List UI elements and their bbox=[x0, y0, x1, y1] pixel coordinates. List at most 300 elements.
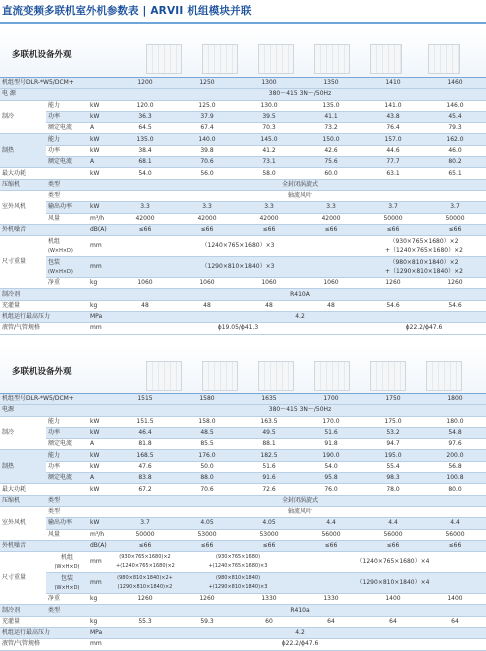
cell: 85.5 bbox=[176, 439, 238, 450]
row-label: 充灌量 bbox=[0, 616, 88, 627]
row-label: 类型 bbox=[46, 495, 88, 506]
unit-label: kW bbox=[88, 484, 114, 495]
cell: 1330 bbox=[300, 594, 362, 605]
cell: 50000 bbox=[424, 213, 486, 224]
cell: 50000 bbox=[114, 529, 176, 540]
unit-label: A bbox=[88, 157, 114, 168]
cell: 380～415 3N～/50Hz bbox=[114, 405, 486, 416]
cell: 4.4 bbox=[300, 518, 362, 529]
unit-label: kg bbox=[88, 594, 114, 605]
cell: 1060 bbox=[300, 278, 362, 289]
table-row bbox=[0, 439, 486, 450]
cell: 81.8 bbox=[114, 439, 176, 450]
model-cell: 1410 bbox=[362, 78, 424, 89]
cell: 3.7 bbox=[114, 518, 176, 529]
cell: 3.3 bbox=[300, 202, 362, 213]
row-label: 功率 bbox=[46, 111, 88, 122]
unit-image bbox=[426, 361, 462, 391]
cell: ≤66 bbox=[300, 224, 362, 235]
cell: ≤66 bbox=[300, 540, 362, 551]
table-row bbox=[0, 552, 486, 573]
cell: 182.5 bbox=[238, 450, 300, 461]
row-label: 机组运行最高压力 bbox=[0, 628, 88, 639]
table-row bbox=[0, 427, 486, 438]
row-label: 风量 bbox=[46, 213, 88, 224]
cell: 48 bbox=[176, 300, 238, 311]
unit-label: kW bbox=[88, 202, 114, 213]
row-label: 输出功率 bbox=[46, 518, 88, 529]
cell: 56000 bbox=[300, 529, 362, 540]
model-cell: 1300 bbox=[238, 78, 300, 89]
row-label: 能力 bbox=[46, 450, 88, 461]
cell: 100.8 bbox=[424, 473, 486, 484]
cell: 98.3 bbox=[362, 473, 424, 484]
unit-label: kW bbox=[88, 416, 114, 427]
cell: ≤66 bbox=[114, 540, 176, 551]
cell: 77.7 bbox=[362, 157, 424, 168]
cell: 48.5 bbox=[176, 427, 238, 438]
unit-label: kg bbox=[88, 300, 114, 311]
model-cell: 1350 bbox=[300, 78, 362, 89]
cell: 120.0 bbox=[114, 100, 176, 111]
table-row bbox=[0, 213, 486, 224]
cell: 163.5 bbox=[238, 416, 300, 427]
cell: +(1240×765×1680)×2 bbox=[116, 563, 175, 570]
row-sublabel: (W×H×D) bbox=[54, 584, 80, 591]
cell: 54.8 bbox=[424, 427, 486, 438]
row-label: 包装 bbox=[48, 258, 61, 266]
row-label: 制冷 bbox=[0, 416, 46, 450]
cell: +(1240×765×1680)×3 bbox=[208, 563, 268, 570]
cell: 54.6 bbox=[424, 300, 486, 311]
row-label: 机组 bbox=[48, 237, 61, 245]
cell: 1260 bbox=[424, 278, 486, 289]
table-row bbox=[0, 450, 486, 461]
section2-heading: 多联机设备外观 bbox=[12, 367, 72, 377]
cell: 48 bbox=[300, 300, 362, 311]
cell: 全封闭涡旋式 bbox=[114, 495, 486, 506]
cell: 146.0 bbox=[424, 100, 486, 111]
cell: ≤66 bbox=[362, 224, 424, 235]
table-row bbox=[0, 506, 486, 517]
cell: 83.8 bbox=[114, 473, 176, 484]
table-row bbox=[0, 224, 486, 235]
unit-image bbox=[202, 44, 238, 74]
cell: 53.2 bbox=[362, 427, 424, 438]
cell: 轴流风叶 bbox=[114, 506, 486, 517]
table-row bbox=[0, 605, 486, 616]
row-label: 额定电流 bbox=[46, 123, 88, 134]
cell: 1260 bbox=[362, 278, 424, 289]
cell: 94.7 bbox=[362, 439, 424, 450]
cell: ≤66 bbox=[424, 540, 486, 551]
cell: 80.2 bbox=[424, 157, 486, 168]
unit-label: m³/h bbox=[88, 213, 114, 224]
unit-label: kg bbox=[88, 278, 114, 289]
unit-label: kW bbox=[88, 145, 114, 156]
cell: 63.1 bbox=[362, 168, 424, 179]
cell: 42000 bbox=[114, 213, 176, 224]
model-label: 机组型号DLR-*W5/DCM+ bbox=[0, 394, 114, 405]
cell: 54.0 bbox=[300, 461, 362, 472]
cell: 380～415 3N～/50Hz bbox=[114, 89, 486, 100]
table-row bbox=[0, 190, 486, 201]
cell: 4.05 bbox=[176, 518, 238, 529]
cell: 56000 bbox=[424, 529, 486, 540]
row-label: 制冷剂 bbox=[0, 289, 114, 300]
cell: 73.2 bbox=[300, 123, 362, 134]
cell: 76.0 bbox=[300, 484, 362, 495]
cell: ≤66 bbox=[176, 224, 238, 235]
cell: 70.6 bbox=[176, 157, 238, 168]
unit-label: kW bbox=[88, 100, 114, 111]
cell: ≤66 bbox=[238, 540, 300, 551]
cell: 59.3 bbox=[176, 616, 238, 627]
cell: ϕ22.2/ϕ47.6 bbox=[362, 323, 486, 334]
unit-image bbox=[258, 44, 294, 74]
cell: 70.6 bbox=[176, 484, 238, 495]
table-row bbox=[0, 639, 486, 650]
table-row bbox=[0, 323, 486, 334]
table-row bbox=[0, 123, 486, 134]
cell: 3.3 bbox=[176, 202, 238, 213]
cell: 1060 bbox=[238, 278, 300, 289]
row-label: 压缩机 bbox=[0, 495, 46, 506]
unit-label: mm bbox=[88, 639, 114, 650]
model-cell: 1250 bbox=[176, 78, 238, 89]
cell: (980×810×1840)×2+ bbox=[117, 575, 173, 582]
cell: R410a bbox=[114, 605, 486, 616]
cell: 3.7 bbox=[424, 202, 486, 213]
cell: 180.0 bbox=[424, 416, 486, 427]
table-row bbox=[0, 473, 486, 484]
cell: 91.6 bbox=[238, 473, 300, 484]
cell: 190.0 bbox=[300, 450, 362, 461]
unit-label: kW bbox=[88, 461, 114, 472]
row-label: 制冷剂 bbox=[0, 605, 46, 616]
cell: 55.3 bbox=[114, 616, 176, 627]
cell: ≤66 bbox=[362, 540, 424, 551]
cell: 50000 bbox=[362, 213, 424, 224]
cell: 3.3 bbox=[114, 202, 176, 213]
table-row bbox=[0, 461, 486, 472]
cell: 67.4 bbox=[176, 123, 238, 134]
cell: 130.0 bbox=[238, 100, 300, 111]
cell: 37.9 bbox=[176, 111, 238, 122]
table-row bbox=[0, 168, 486, 179]
table-row bbox=[0, 394, 486, 405]
row-label: 最大功耗 bbox=[0, 484, 88, 495]
table-row bbox=[0, 89, 486, 100]
cell: 38.4 bbox=[114, 145, 176, 156]
cell: ϕ22.2/ϕ47.6 bbox=[114, 639, 486, 650]
cell: 175.0 bbox=[362, 416, 424, 427]
row-label: 能力 bbox=[46, 416, 88, 427]
cell: 162.0 bbox=[424, 134, 486, 145]
table-row bbox=[0, 157, 486, 168]
unit-label: MPa bbox=[88, 628, 114, 639]
cell: 170.0 bbox=[300, 416, 362, 427]
cell: 41.1 bbox=[300, 111, 362, 122]
table-row bbox=[0, 495, 486, 506]
cell: 64 bbox=[424, 616, 486, 627]
cell: 60 bbox=[238, 616, 300, 627]
cell: （1240×765×1680）×3 bbox=[114, 236, 362, 257]
unit-label: MPa bbox=[88, 312, 114, 323]
row-label: 输出功率 bbox=[46, 202, 88, 213]
cell: 47.6 bbox=[114, 461, 176, 472]
cell: 56.0 bbox=[176, 168, 238, 179]
cell: 1260 bbox=[176, 594, 238, 605]
row-label: 功率 bbox=[46, 427, 88, 438]
title-rule bbox=[0, 22, 486, 24]
cell: 79.3 bbox=[424, 123, 486, 134]
section1-heading: 多联机设备外观 bbox=[12, 50, 72, 60]
unit-image bbox=[146, 361, 182, 391]
cell: 1060 bbox=[114, 278, 176, 289]
cell: 4.2 bbox=[114, 312, 486, 323]
unit-label: mm bbox=[88, 552, 114, 573]
cell: 49.5 bbox=[238, 427, 300, 438]
cell: +(1290×810×1840)×3 bbox=[208, 584, 268, 591]
unit-image bbox=[146, 44, 182, 74]
table-row bbox=[0, 300, 486, 311]
cell: 39.8 bbox=[176, 145, 238, 156]
row-label: 外机噪音 bbox=[0, 224, 88, 235]
cell: 150.0 bbox=[300, 134, 362, 145]
table-row bbox=[0, 257, 486, 278]
row-label: 压缩机 bbox=[0, 179, 46, 190]
row-label: 风量 bbox=[46, 529, 88, 540]
table-row bbox=[0, 573, 486, 594]
cell: （980×810×1840）×2 bbox=[389, 259, 459, 267]
row-label: 制冷 bbox=[0, 100, 46, 134]
row-label: 电源 bbox=[0, 405, 114, 416]
row-label: 机组 bbox=[60, 553, 73, 561]
unit-label: kW bbox=[88, 134, 114, 145]
unit-label: kW bbox=[88, 518, 114, 529]
cell: 1400 bbox=[424, 594, 486, 605]
cell: ≤66 bbox=[424, 224, 486, 235]
table-row bbox=[0, 134, 486, 145]
row-label: 类型 bbox=[46, 605, 88, 616]
spec-table-2 bbox=[0, 393, 486, 651]
row-label: 净重 bbox=[46, 278, 88, 289]
cell: 56000 bbox=[362, 529, 424, 540]
cell: 176.0 bbox=[176, 450, 238, 461]
table-row bbox=[0, 78, 486, 89]
cell: 75.6 bbox=[300, 157, 362, 168]
cell: 125.0 bbox=[176, 100, 238, 111]
cell: 1400 bbox=[362, 594, 424, 605]
model-cell: 1200 bbox=[114, 78, 176, 89]
cell: 80.0 bbox=[424, 484, 486, 495]
cell: 全封闭涡旋式 bbox=[114, 179, 486, 190]
cell: 1260 bbox=[114, 594, 176, 605]
cell: 73.1 bbox=[238, 157, 300, 168]
cell: 4.4 bbox=[362, 518, 424, 529]
model-cell: 1515 bbox=[114, 394, 176, 405]
cell: 195.0 bbox=[362, 450, 424, 461]
cell: 46.0 bbox=[424, 145, 486, 156]
cell: （1290×810×1840）×3 bbox=[114, 257, 362, 278]
cell: 145.0 bbox=[238, 134, 300, 145]
cell: 4.2 bbox=[114, 628, 486, 639]
unit-label: kW bbox=[88, 450, 114, 461]
cell: 72.6 bbox=[238, 484, 300, 495]
table-row bbox=[0, 111, 486, 122]
row-label: 能力 bbox=[46, 100, 88, 111]
table-row bbox=[0, 236, 486, 257]
cell: R410A bbox=[114, 289, 486, 300]
table-row bbox=[0, 278, 486, 289]
table-row bbox=[0, 145, 486, 156]
cell: 55.4 bbox=[362, 461, 424, 472]
cell: 51.6 bbox=[238, 461, 300, 472]
row-label: 类型 bbox=[46, 179, 88, 190]
row-label: 额定电流 bbox=[46, 157, 88, 168]
cell: 60.0 bbox=[300, 168, 362, 179]
row-label: 净重 bbox=[46, 594, 88, 605]
cell: 53000 bbox=[238, 529, 300, 540]
cell: 88.1 bbox=[238, 439, 300, 450]
row-label: 尺寸重量 bbox=[0, 236, 46, 289]
cell: 4.4 bbox=[424, 518, 486, 529]
cell: 53000 bbox=[176, 529, 238, 540]
model-cell: 1700 bbox=[300, 394, 362, 405]
row-sublabel: (W×H×D) bbox=[48, 247, 73, 254]
unit-label: A bbox=[88, 473, 114, 484]
cell: 68.1 bbox=[114, 157, 176, 168]
row-label: 功率 bbox=[46, 461, 88, 472]
cell: 54.0 bbox=[114, 168, 176, 179]
cell: 78.0 bbox=[362, 484, 424, 495]
row-label: 功率 bbox=[46, 145, 88, 156]
unit-label: mm bbox=[88, 323, 114, 334]
cell: （1290×810×1840）×4 bbox=[300, 573, 486, 594]
cell: 42.6 bbox=[300, 145, 362, 156]
row-label: 液管/气管规格 bbox=[0, 639, 88, 650]
table-row bbox=[0, 202, 486, 213]
table-row bbox=[0, 484, 486, 495]
unit-label: dB(A) bbox=[88, 224, 114, 235]
model-cell: 1460 bbox=[424, 78, 486, 89]
cell: 4.05 bbox=[238, 518, 300, 529]
unit-label: kW bbox=[88, 427, 114, 438]
row-label: 电 源 bbox=[0, 89, 114, 100]
cell: 48 bbox=[114, 300, 176, 311]
cell: 1330 bbox=[238, 594, 300, 605]
table-row bbox=[0, 540, 486, 551]
cell: ϕ19.05/ϕ41.3 bbox=[114, 323, 362, 334]
cell: (930×765×1680) bbox=[215, 554, 261, 561]
row-label: 尺寸重量 bbox=[0, 552, 46, 605]
cell: 3.7 bbox=[362, 202, 424, 213]
row-label: 能力 bbox=[46, 134, 88, 145]
row-label: 额定电流 bbox=[46, 473, 88, 484]
cell: ≤66 bbox=[176, 540, 238, 551]
table-row bbox=[0, 616, 486, 627]
title-separator: | bbox=[142, 5, 147, 17]
row-label: 类型 bbox=[46, 190, 88, 201]
model-label: 机组型号DLR-*W5/DCM+ bbox=[0, 78, 114, 89]
cell: 1060 bbox=[176, 278, 238, 289]
cell: 91.8 bbox=[300, 439, 362, 450]
cell: 3.3 bbox=[238, 202, 300, 213]
cell: （1240×765×1680）×4 bbox=[300, 552, 486, 573]
table-row bbox=[0, 529, 486, 540]
unit-label: mm bbox=[88, 236, 114, 257]
cell: 64 bbox=[300, 616, 362, 627]
table-row bbox=[0, 416, 486, 427]
unit-image bbox=[314, 361, 350, 391]
cell: 56.8 bbox=[424, 461, 486, 472]
table-row bbox=[0, 100, 486, 111]
cell: 135.0 bbox=[300, 100, 362, 111]
unit-label: mm bbox=[88, 257, 114, 278]
cell: 36.3 bbox=[114, 111, 176, 122]
cell: 168.5 bbox=[114, 450, 176, 461]
unit-image bbox=[370, 361, 406, 391]
cell: 42000 bbox=[300, 213, 362, 224]
cell: 42000 bbox=[176, 213, 238, 224]
unit-image bbox=[202, 361, 238, 391]
cell: 50.0 bbox=[176, 461, 238, 472]
cell: 45.4 bbox=[424, 111, 486, 122]
cell: 48 bbox=[238, 300, 300, 311]
row-label: 额定电流 bbox=[46, 439, 88, 450]
row-label: 液管/气管规格 bbox=[0, 323, 88, 334]
unit-label: mm bbox=[88, 573, 114, 594]
table-row bbox=[0, 628, 486, 639]
row-label: 制热 bbox=[0, 134, 46, 168]
row-label: 类型 bbox=[46, 506, 88, 517]
cell: 65.1 bbox=[424, 168, 486, 179]
cell: +（1240×765×1680）×2 bbox=[385, 247, 463, 255]
cell: 41.2 bbox=[238, 145, 300, 156]
unit-image bbox=[370, 44, 402, 74]
cell: 70.3 bbox=[238, 123, 300, 134]
cell: ≤66 bbox=[238, 224, 300, 235]
unit-label: A bbox=[88, 123, 114, 134]
cell: 58.0 bbox=[238, 168, 300, 179]
cell: 76.4 bbox=[362, 123, 424, 134]
cell: 54.6 bbox=[362, 300, 424, 311]
table-row bbox=[0, 518, 486, 529]
cell: 200.0 bbox=[424, 450, 486, 461]
unit-label: dB(A) bbox=[88, 540, 114, 551]
cell: 88.0 bbox=[176, 473, 238, 484]
cell: 95.8 bbox=[300, 473, 362, 484]
cell: 64.5 bbox=[114, 123, 176, 134]
cell: 157.0 bbox=[362, 134, 424, 145]
cell: 135.0 bbox=[114, 134, 176, 145]
table-row bbox=[0, 594, 486, 605]
row-label: 室外风机 bbox=[0, 190, 46, 224]
page-title bbox=[0, 0, 486, 22]
cell: 轴流风叶 bbox=[114, 190, 486, 201]
title-zh: 直流变频多联机室外机参数表 bbox=[2, 5, 139, 17]
table-row bbox=[0, 179, 486, 190]
unit-image bbox=[314, 44, 350, 74]
row-label: 室外风机 bbox=[0, 506, 46, 540]
model-cell: 1800 bbox=[424, 394, 486, 405]
row-label: 包装 bbox=[60, 574, 73, 582]
table-row bbox=[0, 312, 486, 323]
row-label: 机组运行最高压力 bbox=[0, 312, 88, 323]
model-cell: 1750 bbox=[362, 394, 424, 405]
unit-label: kW bbox=[88, 111, 114, 122]
